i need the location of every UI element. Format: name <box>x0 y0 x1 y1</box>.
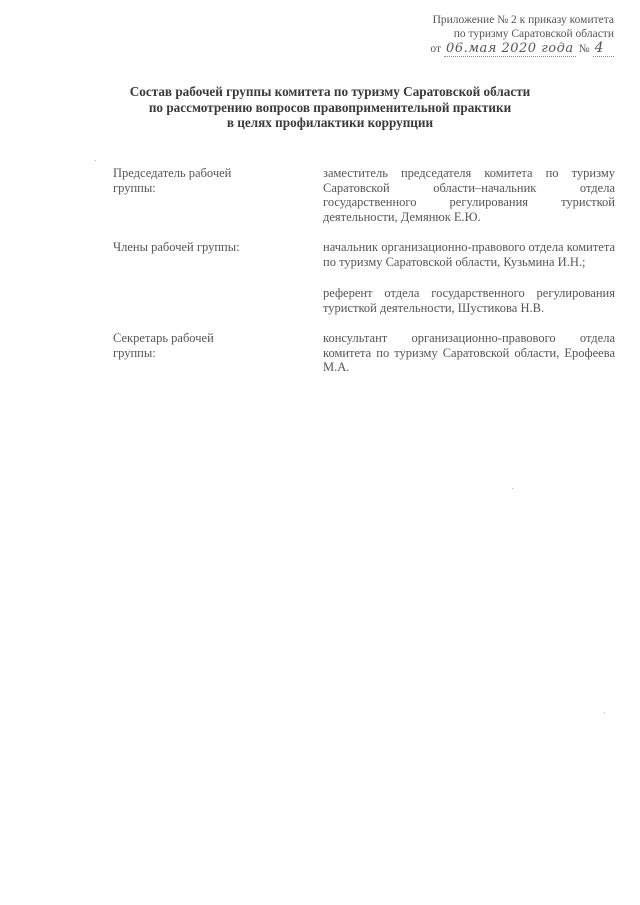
working-group-roster <box>113 166 618 390</box>
person-description: референт отдела государственного регулирования туристкой деятельности, Шустикова Н.В. <box>323 286 615 315</box>
role-label-line-1: Председатель рабочей <box>113 166 232 180</box>
scan-speck <box>95 160 96 161</box>
scan-speck <box>604 712 605 713</box>
roster-entry-members <box>113 240 618 315</box>
role-persons <box>323 331 615 375</box>
appendix-date-line <box>384 42 614 57</box>
role-label <box>113 166 323 224</box>
role-label-line-2: группы: <box>113 345 156 360</box>
appendix-header <box>384 14 614 57</box>
person-description: заместитель председателя комитета по туризму Саратовской области–начальник отдела государственного регулирования туристкой деятельности, Демянюк Е.Ю. <box>323 166 615 224</box>
role-label <box>113 331 323 375</box>
role-label <box>113 240 323 315</box>
handwritten-number: 4 <box>593 42 614 57</box>
title-line-3: в целях профилактики коррупции <box>226 115 434 130</box>
date-prefix: от <box>430 43 442 55</box>
title-line-2: по рассмотрению вопросов правоприменительной практики <box>148 99 512 115</box>
role-label-line-2: группы: <box>113 180 156 195</box>
role-label-line-1: Члены рабочей группы: <box>113 240 240 254</box>
document-title <box>60 84 600 131</box>
person-description: начальник организационно-правового отдела комитета по туризму Саратовской области, Кузьмина И.Н.; <box>323 240 615 269</box>
appendix-line-1: Приложение № 2 к приказу комитета <box>432 14 614 26</box>
role-persons <box>323 166 615 224</box>
roster-entry-secretary <box>113 331 618 375</box>
handwritten-date: 06.мая 2020 года <box>446 41 574 56</box>
person-description: консультант организационно-правового отдела комитета по туризму Саратовской области, Ерофеева М.А. <box>323 331 615 374</box>
appendix-line-2: по туризму Саратовской области <box>453 27 614 40</box>
role-label-line-1: Секретарь рабочей <box>113 331 214 345</box>
title-line-1: Состав рабочей группы комитета по туризму Саратовской области <box>129 84 531 99</box>
roster-entry-chairman <box>113 166 618 224</box>
scan-speck <box>512 488 513 489</box>
number-prefix: № <box>578 43 590 55</box>
role-persons <box>323 240 615 315</box>
